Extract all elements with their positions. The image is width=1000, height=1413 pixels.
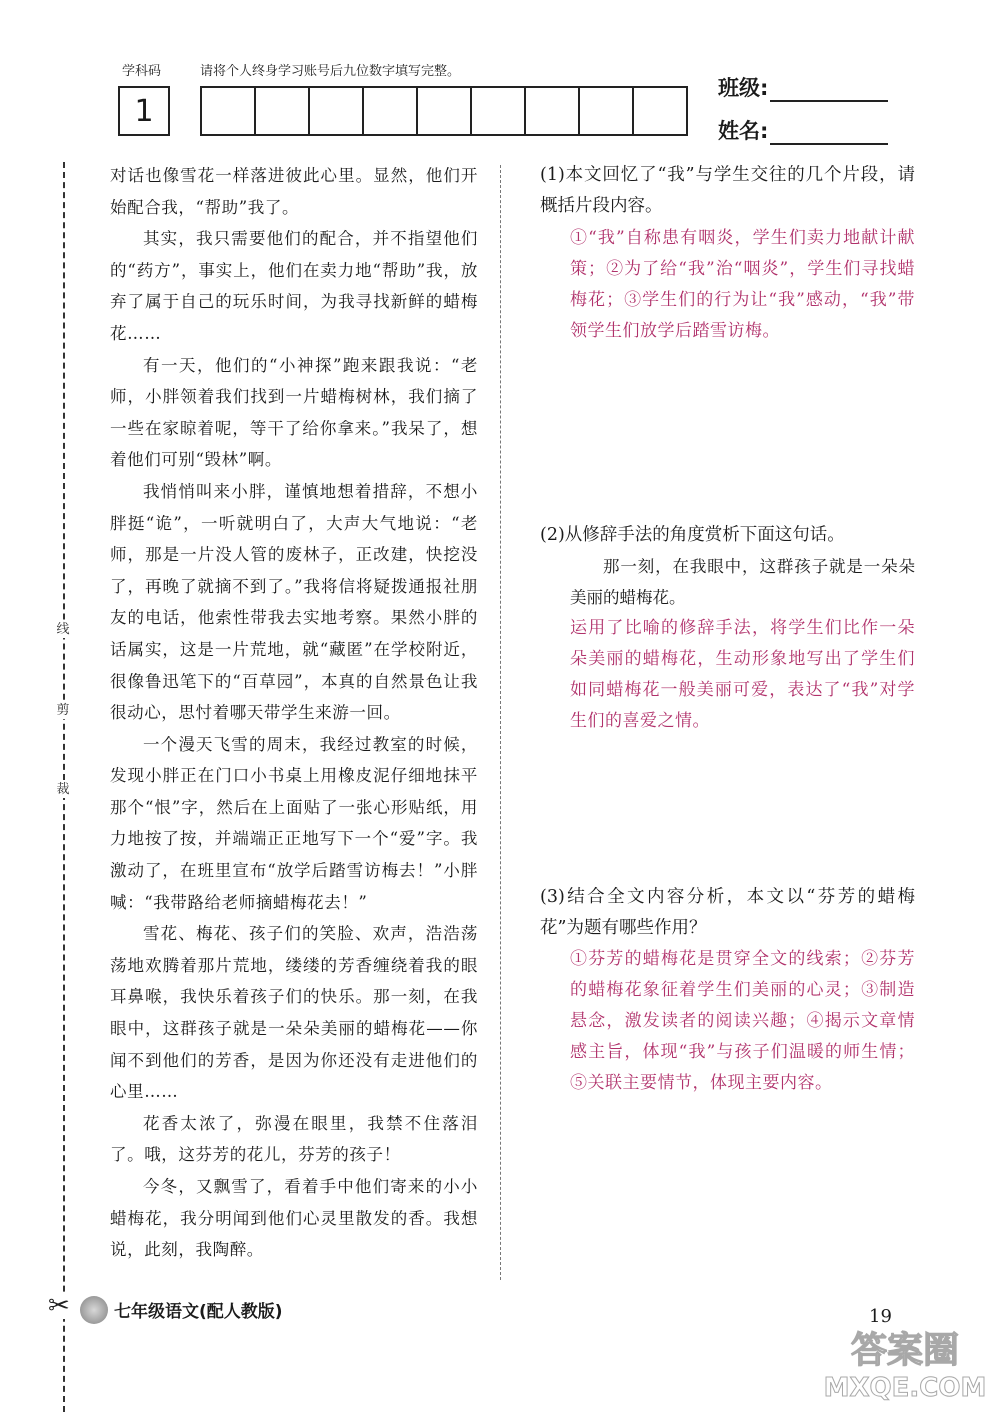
subject-code-box: 1 — [118, 86, 170, 136]
digit-box[interactable] — [202, 88, 256, 134]
account-digit-boxes[interactable] — [200, 86, 688, 136]
page-number: 19 — [869, 1306, 892, 1327]
name-label: 姓名: — [718, 119, 769, 143]
question-2-quote: 那一刻，在我眼中，这群孩子就是一朵朵美丽的蜡梅花。 — [570, 557, 915, 607]
digit-box[interactable] — [256, 88, 310, 134]
passage-paragraph: 一个漫天飞雪的周末，我经过教室的时候，发现小胖正在门口小书桌上用橡皮泥仔细地抹平那个“恨”字，然后在上面贴了一张心形贴纸，用力地按了按，并端端正正地写下一个“爱”字。我激动了，在班里宣布“放学后踏雪访梅去！”小胖喊：“我带路给老师摘蜡梅花去！” — [110, 734, 478, 912]
question-3-prompt: (3)结合全文内容分析，本文以“芬芳的蜡梅花”为题有哪些作用？ — [540, 887, 915, 938]
name-field[interactable] — [718, 115, 888, 145]
scissors-icon: ✂ — [48, 1291, 70, 1321]
cut-mark-line: 线 — [54, 622, 72, 638]
passage-paragraph: 我悄悄叫来小胖，谨慎地想着措辞，不想小胖挺“诡”，一听就明白了，大声大气地说：“老师，那是一片没人管的废林子，正改建，快挖没了，再晚了就摘不到了。”我将信将疑拨通报社朋友的电话，他索性带我去实地考察。果然小胖的话属实，这是一片荒地，就“藏匿”在学校附近，很像鲁迅笔下的“百草园”，本真的自然景色让我很动心，思忖着哪天带学生来游一回。 — [110, 481, 478, 723]
class-blank-line[interactable] — [770, 82, 888, 102]
watermark-logo — [820, 1322, 990, 1402]
digit-box[interactable] — [526, 88, 580, 134]
cut-mark-cut: 剪 — [54, 703, 72, 719]
passage-text — [110, 160, 478, 1266]
digit-box[interactable] — [472, 88, 526, 134]
question-3-answer: ①芬芳的蜡梅花是贯穿全文的线索；②芬芳的蜡梅花象征着学生们美丽的心灵；③制造悬念，激发读者的阅读兴趣；④揭示文章情感主旨，体现“我”与孩子们温暖的师生情；⑤关联主要情节，体现主要内容。 — [570, 949, 915, 1093]
digit-box[interactable] — [364, 88, 418, 134]
digit-box[interactable] — [418, 88, 472, 134]
question-2-answer: 运用了比喻的修辞手法，将学生们比作一朵朵美丽的蜡梅花，生动形象地写出了学生们如同蜡梅花一般美丽可爱，表达了“我”对学生们的喜爱之情。 — [570, 618, 915, 731]
subject-code-label: 学科码 — [122, 64, 162, 79]
passage-paragraph: 花香太浓了，弥漫在眼里，我禁不住落泪了。哦，这芬芳的花儿，芬芳的孩子！ — [110, 1113, 478, 1165]
class-field[interactable] — [718, 72, 888, 102]
passage-paragraph: 其实，我只需要他们的配合，并不指望他们的“药方”，事实上，他们在卖力地“帮助”我，放弃了属于自己的玩乐时间，为我寻找新鲜的蜡梅花…… — [110, 229, 478, 343]
passage-paragraph: 有一天，他们的“小神探”跑来跟我说：“老师，小胖领着我们找到一片蜡梅树林，我们摘了一些在家晾着呢，等干了给你拿来。”我呆了，想着他们可别“毁林”啊。 — [110, 355, 478, 470]
column-divider — [500, 165, 501, 1280]
passage-paragraph: 雪花、梅花、孩子们的笑脸、欢声，浩浩荡荡地欢腾着那片荒地，缕缕的芳香缠绕着我的眼耳鼻喉，我快乐着孩子们的快乐。那一刻，在我眼中，这群孩子就是一朵朵美丽的蜡梅花——你闻不到他们的芳香，是因为你还没有走进他们的心里…… — [110, 924, 478, 1102]
question-2-prompt: (2)从修辞手法的角度赏析下面这句话。 — [540, 525, 845, 545]
watermark-top-text: 答案圈 — [850, 1330, 960, 1371]
class-label: 班级: — [718, 76, 769, 100]
passage-paragraph: 今冬，又飘雪了，看着手中他们寄来的小小蜡梅花，我分明闻到他们心灵里散发的香。我想说，此刻，我陶醉。 — [110, 1177, 478, 1260]
cut-mark-trim: 裁 — [54, 782, 72, 798]
book-badge-icon — [80, 1296, 108, 1324]
digit-box[interactable] — [634, 88, 688, 134]
name-blank-line[interactable] — [770, 125, 888, 145]
account-instruction: 请将个人终身学习账号后九位数字填写完整。 — [200, 64, 461, 79]
digit-box[interactable] — [310, 88, 364, 134]
watermark-bottom-text: MXQE.COM — [823, 1373, 987, 1402]
question-1-answer: ①“我”自称患有咽炎，学生们卖力地献计献策；②为了给“我”治“咽炎”，学生们寻找蜡梅花；③学生们的行为让“我”感动，“我”带领学生们放学后踏雪访梅。 — [570, 228, 915, 341]
book-title: 七年级语文(配人教版) — [114, 1302, 283, 1322]
passage-paragraph: 对话也像雪花一样落进彼此心里。显然，他们开始配合我，“帮助”我了。 — [110, 166, 478, 217]
question-1-prompt: (1)本文回忆了“我”与学生交往的几个片段，请概括片段内容。 — [540, 165, 915, 216]
digit-box[interactable] — [580, 88, 634, 134]
